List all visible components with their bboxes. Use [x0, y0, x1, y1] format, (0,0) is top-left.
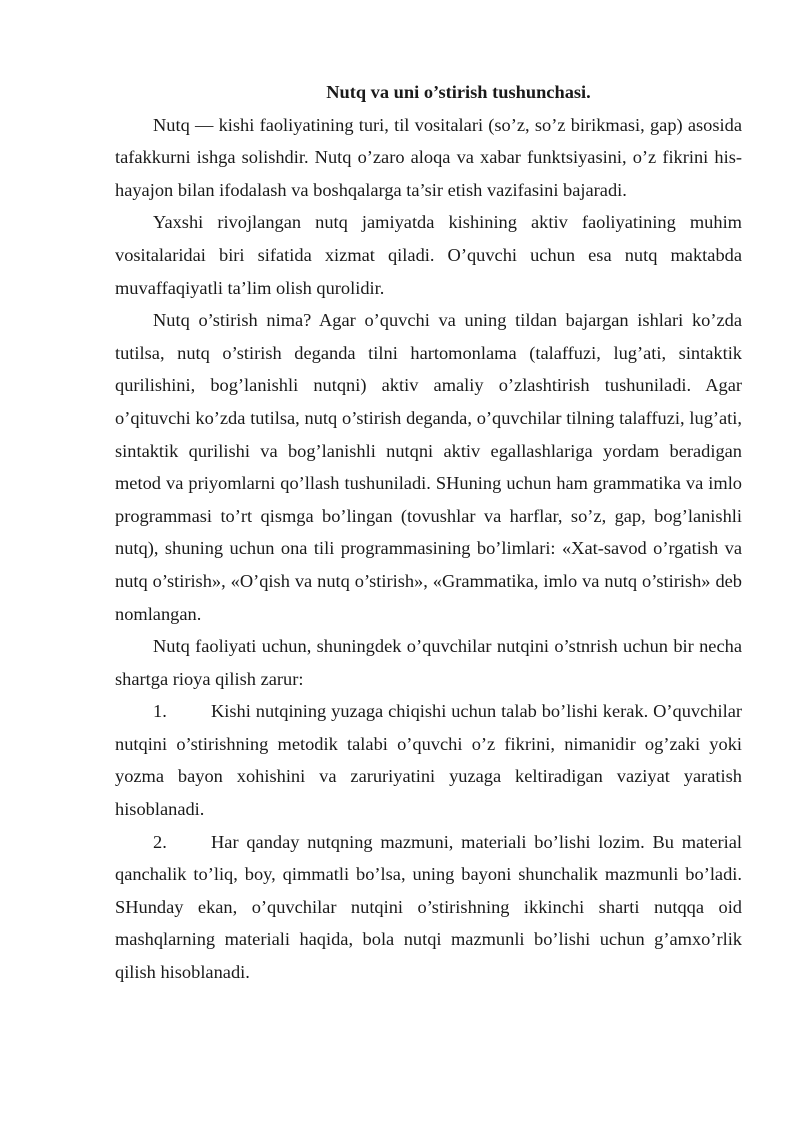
list-item-text: Har qanday nutqning mazmuni, materiali bo’lishi lozim. Bu material qanchalik to’liq, boy, qimmatli bo’lsa, uning bayoni shunchalik mazmunli bo’ladi. SHunday ekan, o’quvchilar nutqini o’stirishning ikkinchi sharti nutqqa oid mashqlarning materiali haqida, bola nutqi mazmunli bo’lishi uchun g’amxo’rlik qilish hisoblanadi.	[115, 831, 742, 983]
list-number: 1.	[153, 701, 167, 722]
list-item-text: Kishi nutqining yuzaga chiqishi uchun talab bo’lishi kerak. O’quvchilar nutqini o’stirishning metodik talabi o’quvchi o’z fikrini, nimanidir og’zaki yoki yozma bayon xohishini va zaruriyatini yuzaga keltiradigan vaziyat yaratish hisoblanadi.	[115, 701, 742, 820]
list-item-2	[115, 826, 742, 989]
list-item-1	[115, 695, 742, 825]
paragraph-definition: Nutq — kishi faoliyatining turi, til vositalari (so’z, so’z birikmasi, gap) asosida tafakkurni ishga solishdir. Nutq o’zaro aloqa va xabar funktsiyasini, o’z fikrini his-hayajon bilan ifodalash va boshqalarga ta’sir etish vazifasini bajaradi.	[115, 114, 742, 200]
document-page	[115, 76, 742, 989]
paragraph-what-is-speech-development: Nutq o’stirish nima? Agar o’quvchi va uning tildan bajargan ishlari ko’zda tutilsa, nutq o’stirish deganda tilni hartomonlama (talaffuzi, lug’ati, sintaktik qurilishini, bog’lanishli nutqni) aktiv amaliy o’zlashtirish tushuniladi. Agar o’qituvchi ko’zda tutilsa, nutq o’stirish deganda, o’quvchilar tilning talaffuzi, lug’ati, sintaktik qurilishi va bog’lanishli nutqni aktiv egallashlariga yordam beradigan metod va priyomlarni qo’llash tushuniladi. SHuning uchun ham grammatika va imlo programmasi to’rt qismga bo’lingan (tovushlar va harflar, so’z, gap, bog’lanishli nutq), shuning uchun ona tili programmasining bo’limlari: «Xat-savod o’rgatish va nutq o’stirish», «O’qish va nutq o’stirish», «Grammatika, imlo va nutq o’stirish» deb nomlangan.	[115, 310, 742, 624]
document-title: Nutq va uni o’stirish tushunchasi.	[326, 82, 591, 102]
list-number: 2.	[153, 831, 167, 852]
paragraph-developed-speech: Yaxshi rivojlangan nutq jamiyatda kishining aktiv faoliyatining muhim vositalaridai biri sifatida xizmat qiladi. O’quvchi uchun esa nutq maktabda muvaffaqiyatli ta’lim olish qurolidir.	[115, 212, 742, 298]
paragraph-conditions-intro: Nutq faoliyati uchun, shuningdek o’quvchilar nutqini o’stnrish uchun bir necha shartga rioya qilish zarur:	[115, 636, 742, 689]
